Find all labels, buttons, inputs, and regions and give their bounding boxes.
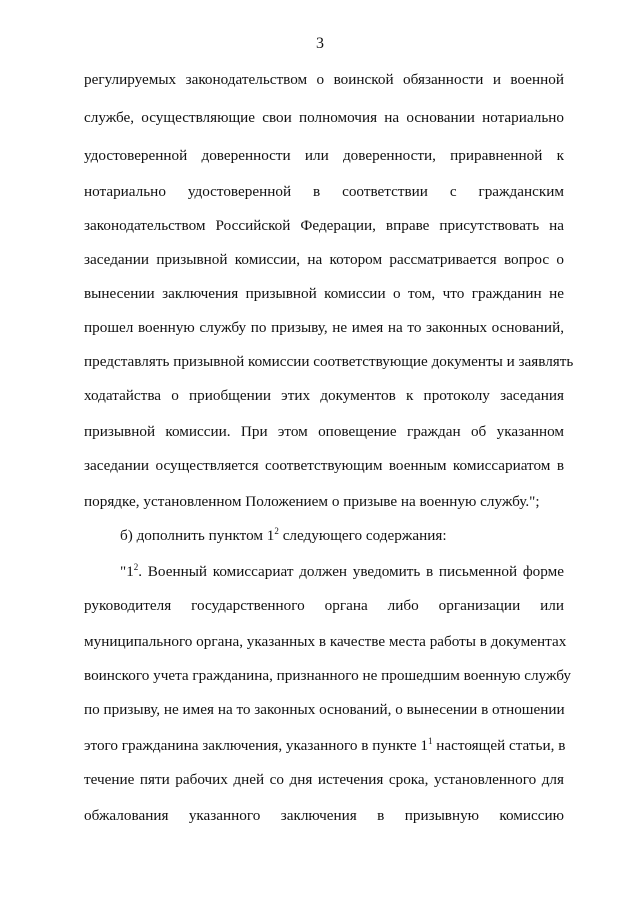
text-fragment: . Военный комиссариат должен уведомить в письменной форме (138, 563, 564, 580)
text-fragment: настоящей статьи, в (432, 737, 566, 754)
amendment-instruction (120, 526, 564, 546)
text-line: призывной комиссии. При этом оповещение граждан об указанном (84, 423, 564, 440)
text-line: муниципального органа, указанных в качестве места работы в документах (84, 633, 567, 650)
clause-first-line (120, 562, 564, 582)
text-line: по призыву, не имея на то законных оснований, о вынесении в отношении (84, 701, 565, 718)
text-line: прошел военную службу по призыву, не имея на то законных оснований, (84, 319, 564, 336)
text-fragment: этого гражданина заключения, указанного в пункте 1 (84, 737, 428, 754)
text-line: службе, осуществляющие свои полномочия на основании нотариально (84, 109, 564, 126)
text-line: руководителя государственного органа либо организации или (84, 597, 564, 614)
text-line: регулируемых законодательством о воинской обязанности и военной (84, 71, 564, 88)
text-line: заседании призывной комиссии, на котором рассматривается вопрос о (84, 251, 564, 268)
text-line: нотариально удостоверенной в соответствии с гражданским (84, 183, 564, 200)
text-line: вынесении заключения призывной комиссии о том, что гражданин не (84, 285, 564, 302)
superscript: 1 (428, 736, 433, 746)
superscript: 2 (274, 526, 279, 536)
page-number: 3 (316, 35, 324, 52)
text-fragment: следующего содержания: (278, 527, 447, 544)
text-line: удостоверенной доверенности или доверенности, приравненной к (84, 147, 564, 164)
text-line: обжалования указанного заключения в призывную комиссию (84, 807, 564, 824)
text-line: законодательством Российской Федерации, вправе присутствовать на (84, 217, 564, 234)
text-line: представлять призывной комиссии соответствующие документы и заявлять (84, 353, 574, 370)
text-fragment: б) дополнить пунктом 1 (120, 527, 275, 544)
text-line-with-superscript (84, 736, 564, 756)
text-line: заседании осуществляется соответствующим военным комиссариатом в (84, 457, 564, 474)
superscript: 2 (133, 562, 139, 572)
text-line: ходатайства о приобщении этих документов к протоколу заседания (84, 387, 564, 404)
text-fragment: "1 (120, 563, 134, 580)
text-line: воинского учета гражданина, признанного не прошедшим военную службу (84, 667, 571, 684)
text-line: порядке, установленном Положением о призыве на военную службу."; (84, 493, 540, 510)
text-line: течение пяти рабочих дней со дня истечения срока, установленного для (84, 771, 564, 788)
